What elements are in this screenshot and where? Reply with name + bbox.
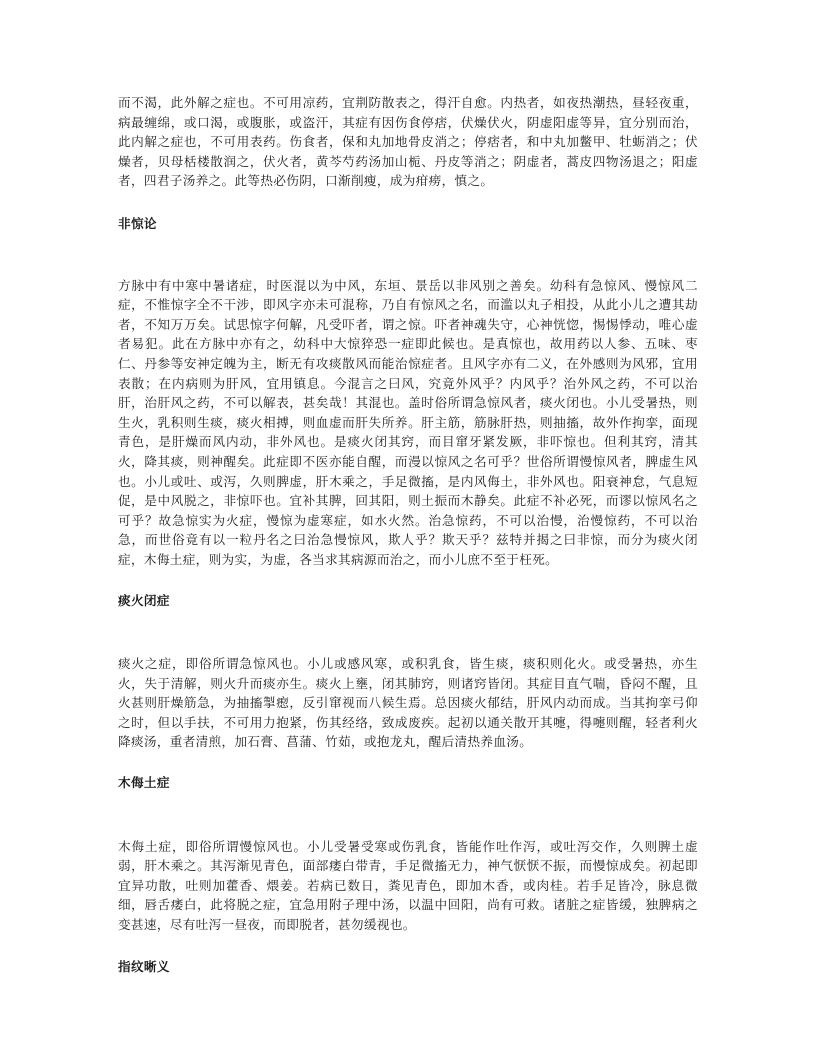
section-heading-zhi-wen-xi-yi: 指纹晰义	[118, 958, 170, 974]
paragraph-external-internal-heat: 而不渴，此外解之症也。不可用凉药，宜荆防散表之，得汗自愈。内热者，如夜热潮热，昼轻夜重，病最缠绵，或口渴，或腹胀，或盗汗，其症有因伤食停痞，伏燥伏火，阴虚阳虚等异，宜分别而治，此内解之症也，不可用表药。伤食者，保和丸加地骨皮消之；停痞者，和中丸加鳖甲、牡蛎消之；伏燥者，贝母栝楼散润之，伏火者，黄芩芍药汤加山栀、丹皮等消之；阴虚者，蒿皮四物汤退之；阳虚者，四君子汤养之。此等热必伤阴，口渐削瘦，成为疳痨，慎之。	[118, 95, 698, 189]
paragraph-tan-huo-bi-zheng: 痰火之症，即俗所谓急惊风也。小儿或感风寒，或积乳食，皆生痰，痰积则化火。或受暑热，亦生火，失于清解，则火升而痰亦生。痰火上壅，闭其肺窍，则诸窍皆闭。其症目直气喘，昏闷不醒，且火甚则肝燥筋急，为抽搐掣瘛，反引窜视而八候生焉。总因痰火郁结，肝风内动而成。当其拘挛弓仰之时，但以手扶，不可用力抱紧，伤其经络，致成废疾。起初以通关散开其嚏，得嚏则醒，轻者利火降痰汤，重者清煎，加石膏、菖蒲、竹茹，或抱龙丸，醒后清热养血汤。	[118, 656, 698, 750]
section-heading-tan-huo-bi-zheng: 痰火闭症	[118, 593, 170, 609]
section-heading-fei-jing-lun: 非惊论	[118, 215, 157, 231]
paragraph-mu-wu-tu-zheng: 木侮土症，即俗所谓慢惊风也。小儿受暑受寒或伤乳食，皆能作吐作泻，或吐泻交作，久则脾土虚弱，肝木乘之。其泻渐见青色，面部痿白带青，手足微搐无力，神气恹恹不振，而慢惊成矣。初起即宜异功散，吐则加藿香、煨姜。若病已数日，粪见青色，即加木香，或肉桂。若手足皆冷，脉息微细，唇舌痿白，此将脱之症，宜急用附子理中汤，以温中回阳，尚有可救。诸脏之症皆缓，独脾病之变甚速，尽有吐泻一昼夜，而即脱者，甚勿缓视也。	[118, 838, 698, 932]
document-page	[118, 90, 698, 976]
section-heading-mu-wu-tu-zheng: 木侮土症	[118, 775, 170, 791]
paragraph-fei-jing-lun: 方脉中有中寒中暑诸症，时医混以为中风，东垣、景岳以非风别之善矣。幼科有急惊风、慢惊风二症，不惟惊字全不干涉，即风字亦未可混称，乃自有惊风之名，而滥以丸子相投，从此小儿之遭其劫者，不知万万矣。试思惊字何解，凡受吓者，谓之惊。吓者神魂失守，心神恍惚，惕惕悸动，唯心虚者易犯。此在方脉中亦有之，幼科中大惊猝恐一症即此候也。是真惊也，故用药以人参、五味、枣仁、丹参等安神定魄为主，断无有攻痰散风而能治惊症者。且风字亦有二义，在外感则为风邪，宜用表散；在内病则为肝风，宜用镇息。今混言之曰风，究竟外风乎？内风乎？治外风之药，不可以治肝，治肝风之药，不可以解表，甚矣哉！其混也。盖时俗所谓急惊风者，痰火闭也。小儿受暑热，则生火，乳积则生痰，痰火相搏，则血虚而肝失所养。肝主筋，筋脉肝热，则抽搐，故外作拘挛，面现青色，是肝燥而风内动，非外风也。是痰火闭其窍，而目窜牙紧发厥，非吓惊也。但利其窍，清其火，降其痰，则神醒矣。此症即不医亦能自醒，而漫以惊风之名可乎？世俗所谓慢惊风者，脾虚生风也。小儿或吐、或泻，久则脾虚，肝木乘之，手足微搐，是内风侮土，非外风也。阳衰神怠，气息短促，是中风脱之，非惊吓也。宜补其脾，回其阳，则土振而木静矣。此症不补必死，而谬以惊风名之可乎？故急惊实为火症，慢惊为虚寒症，如水火然。治急惊药，不可以治慢，治慢惊药，不可以治急，而世俗竟有以一粒丹名之曰治急慢惊风，欺人乎？欺天乎？兹特并揭之曰非惊，而分为痰火闭症，木侮土症，则为实，为虚，各当求其病源而治之，而小儿庶不至于枉死。	[118, 277, 698, 567]
